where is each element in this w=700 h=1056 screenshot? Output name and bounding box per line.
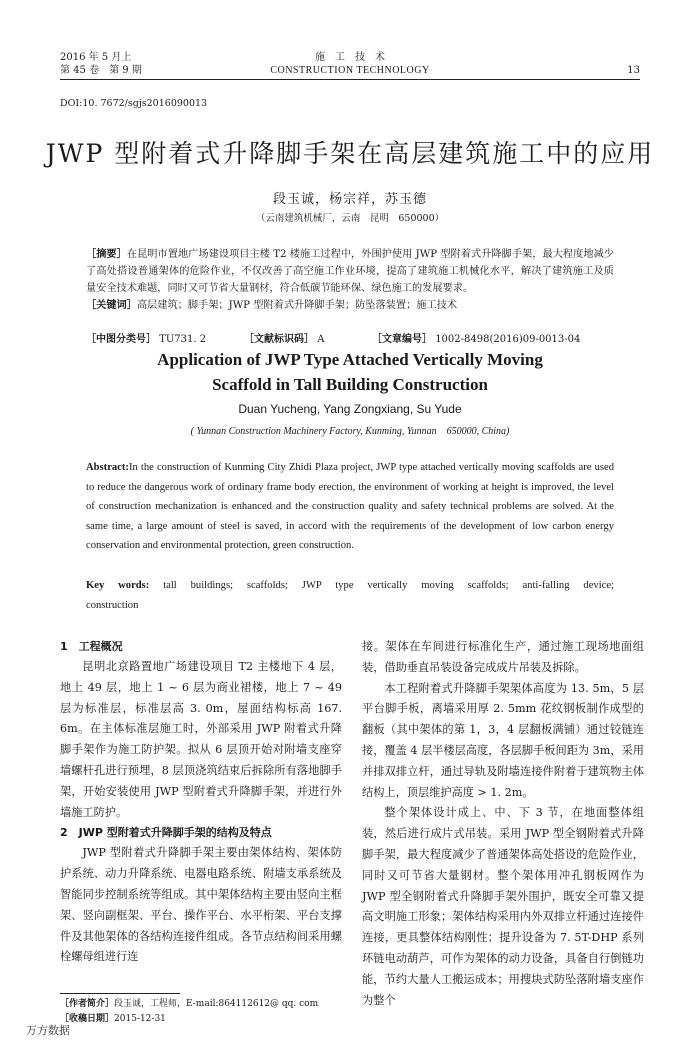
authors-cn: 段玉诚，杨宗祥，苏玉德 [272,192,427,207]
footnote-received-date: ［收稿日期］2015-12-31 [60,1014,166,1024]
right-paragraph-3: 整个架体设计成上、中、下 3 节，在地面整体组装，然后进行成片式吊装。采用 JWP 型全钢附着式升降脚手架，最大程度减少了普通架体高处搭设的危险作业，同时又可节省大量钢材。整个架体用冲孔钢板网作为 JWP 型全钢附着式升降脚手架外围护，既安全可靠又提高文明施工形象；架体结构采用内外双排立杆通过连接件连接，更具整体结构刚性；提升设备为 7. 5T-DHP 系列环链电动葫芦，可作为架体的动力设备，具备自行倒链功能，节约大量人工搬运成本；用搜块式防坠落附墙支座作为整个 [362,806,644,1007]
header-journal-en: CONSTRUCTION TECHNOLOGY [270,65,430,76]
keywords-en-label: Key words: [86,580,150,591]
section-1-heading: 1 工程概况 [60,640,123,653]
abstract-cn-label: ［摘要］ [86,248,127,260]
right-paragraph-1: 接。架体在车间进行标准化生产，通过施工现场地面组装，借助垂直吊装设备完成成片吊装及拆除。 [362,640,644,674]
keywords-cn: 高层建筑；脚手架；JWP 型附着式升降脚手架；防坠落装置；施工技术 [136,300,458,311]
keywords-cn-label: ［关键词］ [86,299,137,311]
clc: ［中图分类号］ TU731. 2 [86,334,207,345]
header-rule [60,79,640,80]
authors-en: Duan Yucheng, Yang Zongxiang, Su Yude [238,402,462,416]
body-right-column [362,637,644,1011]
section-2-paragraph: JWP 型附着式升降脚手架主要由架体结构、架体防护系统、动力升降系统、电器电路系统、附墙支承系统及智能同步控制系统等组成。其中架体结构主要由竖向主框架、竖向副框架、平台、操作平台、水平桁架、平台支撑件及其他架体的各结构连接件组成。各节点结构间采用螺栓螺母组进行连 [60,846,342,964]
keywords-en-block [86,576,614,615]
section-1-paragraph: 昆明北京路置地广场建设项目 T2 主楼地下 4 层，地上 49 层，地上 1 ~ 6 层为商业裙楼，地上 7 ~ 49 层为标准层，标准层高 3. 0m，屋面结构标高 167. 6m。在主体标准层施工时，外部采用 JWP 附着式升降脚手架作为施工防护架。拟从 6 层顶开始对附墙支座穿墙螺杆孔进行预埋，8 层顶浇筑结束后拆除所有落地脚手架，开始安装使用 JWP 型附着式升降脚手架，并进行外墙施工防护。 [60,660,342,819]
body-left-column [60,637,342,968]
affiliation-cn: （云南建筑机械厂，云南 昆明 650000） [255,213,445,224]
section-2-heading: 2 JWP 型附着式升降脚手架的结构及特点 [60,826,272,840]
abstract-en-text: In the construction of Kunming City Zhidi Plaza project, JWP type attached vertically moving scaffolds are used to reduce the dangerous work of ordinary frame body erection, the environment of working at height is improved, the level of construction mechanization is enhanced and the construction quality and safety technical problems are solved. At the same time, a large amount of steel is saved, in accord with the requirements of the development of low carbon energy conservation and environmental protection, green construction. [86,462,614,552]
title-cn: JWP 型附着式升降脚手架在高层建筑施工中的应用 [45,139,655,168]
title-en-line1: Application of JWP Type Attached Vertically Moving [157,350,543,369]
abstract-en-label: Abstract: [86,462,129,473]
abstract-cn-text: 在昆明市置地广场建设项目主楼 T2 楼施工过程中，外围护使用 JWP 型附着式升降脚手架，最大程度地减少了高处搭设普通架体的危险作业，不仅改善了高空施工作业环境，提高了建筑施工机械化水平，解决了建筑施工及质量安全技术难题，同时又可节省大量钢材，符合低碳节能环保、绿色施工的发展要求。 [86,249,614,294]
header-page-number: 13 [627,65,640,76]
document-code: ［文献标识码］ A [244,334,325,345]
watermark: 万方数据 [26,1024,70,1037]
doi: DOI:10. 7672/sgjs2016090013 [60,98,208,109]
abstract-cn [86,246,614,314]
header-journal-cn: 施 工 技 术 [315,52,385,63]
footnote-author: ［作者简介］段玉诚，工程师，E-mail:864112612@ qq. com [60,999,319,1009]
title-en-line2: Scaffold in Tall Building Construction [212,375,488,394]
title-en [0,347,700,397]
footnote [60,997,318,1027]
affiliation-en: ( Yunnan Construction Machinery Factory, Kunming, Yunnan 650000, China) [190,426,510,437]
article-number: ［文章编号］ 1002-8498(2016)09-0013-04 [372,334,581,345]
keywords-en: tall buildings; scaffolds; JWP type vertically moving scaffolds; anti-falling device; construction [86,580,614,611]
footnote-rule [60,993,180,994]
header-volume: 第 45 卷 第 9 期 [60,65,142,76]
header-date: 2016 年 5 月上 [60,52,132,63]
right-paragraph-2: 本工程附着式升降脚手架架体高度为 13. 5m，5 层平台脚手板，离墙采用厚 2. 5mm 花纹钢板制作成型的翻板（其中架体的第 1，3，4 层翻板满铺）通过铰链连接，覆盖 4 层半楼层高度，各层脚手板间距为 3m，采用并排双排立杆，通过导轨及附墙连接件附着于建筑物主体结构上，顶层维护高度 > 1. 2m。 [362,681,644,799]
abstract-en [86,458,614,556]
